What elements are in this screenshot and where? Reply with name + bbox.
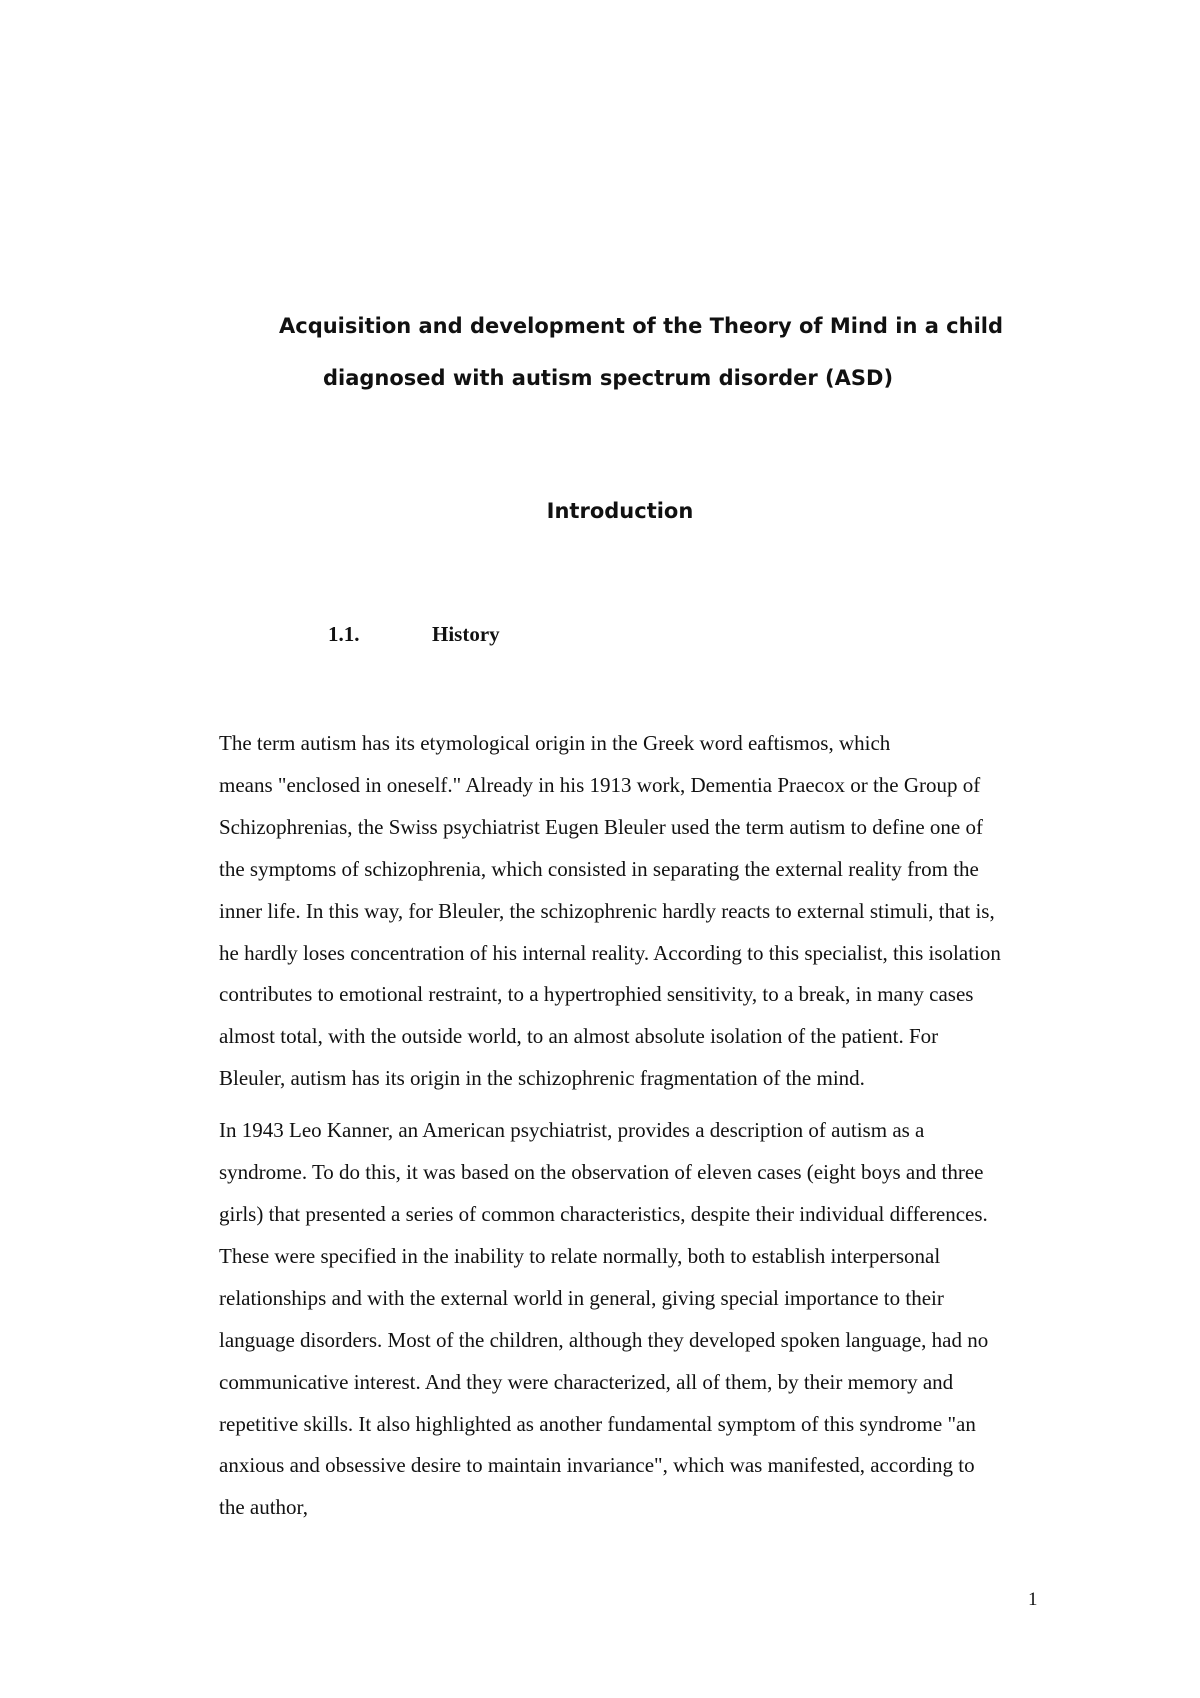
paragraph-line: girls) that presented a series of common characteristics, despite their individual differences. bbox=[219, 1201, 988, 1226]
paragraph-line: syndrome. To do this, it was based on the observation of eleven cases (eight boys and three bbox=[219, 1160, 984, 1185]
paragraph-line: means "enclosed in oneself." Already in his 1913 work, Dementia Praecox or the Group of bbox=[219, 772, 981, 797]
paragraph-line: inner life. In this way, for Bleuler, the schizophrenic hardly reacts to external stimuli, that is, bbox=[219, 898, 995, 923]
paragraph-line: Bleuler, autism has its origin in the schizophrenic fragmentation of the mind. bbox=[219, 1066, 865, 1091]
paragraph-line: Schizophrenias, the Swiss psychiatrist Eugen Bleuler used the term autism to define one of bbox=[219, 814, 983, 839]
paragraph-line: These were specified in the inability to relate normally, both to establish interpersonal bbox=[219, 1243, 941, 1268]
paragraph-line: language disorders. Most of the children, although they developed spoken language, had no bbox=[219, 1327, 989, 1352]
paragraph-line: the author, bbox=[219, 1495, 308, 1520]
paragraph-line: In 1943 Leo Kanner, an American psychiatrist, provides a description of autism as a bbox=[219, 1118, 925, 1143]
title-line-2: diagnosed with autism spectrum disorder (ASD) bbox=[323, 366, 894, 390]
introduction-heading: Introduction bbox=[546, 499, 694, 523]
paragraph-line: contributes to emotional restraint, to a hypertrophied sensitivity, to a break, in many cases bbox=[219, 982, 974, 1007]
section-title: History bbox=[432, 622, 500, 646]
paragraph-2 bbox=[147, 1110, 1057, 1529]
page-number: 1 bbox=[1028, 1589, 1038, 1610]
paragraph-1 bbox=[147, 723, 1057, 1100]
paragraph-line: almost total, with the outside world, to an almost absolute isolation of the patient. For bbox=[219, 1024, 939, 1049]
paragraph-line: relationships and with the external world in general, giving special importance to their bbox=[219, 1285, 944, 1310]
document-title bbox=[150, 300, 1050, 404]
paragraph-line: repetitive skills. It also highlighted as another fundamental symptom of this syndrome "an bbox=[219, 1411, 976, 1436]
paragraph-line: he hardly loses concentration of his internal reality. According to this specialist, this isolation bbox=[219, 940, 1001, 965]
title-line-1: Acquisition and development of the Theory of Mind in a child bbox=[279, 314, 1004, 338]
section-number: 1.1. bbox=[328, 622, 360, 646]
paragraph-line: the symptoms of schizophrenia, which consisted in separating the external reality from the bbox=[219, 856, 979, 881]
paragraph-line: The term autism has its etymological origin in the Greek word eaftismos, which bbox=[219, 731, 891, 755]
paragraph-line: communicative interest. And they were characterized, all of them, by their memory and bbox=[219, 1369, 954, 1394]
body-text bbox=[147, 723, 1057, 1529]
section-heading bbox=[328, 620, 500, 648]
paragraph-line: anxious and obsessive desire to maintain invariance", which was manifested, according to bbox=[219, 1453, 975, 1478]
